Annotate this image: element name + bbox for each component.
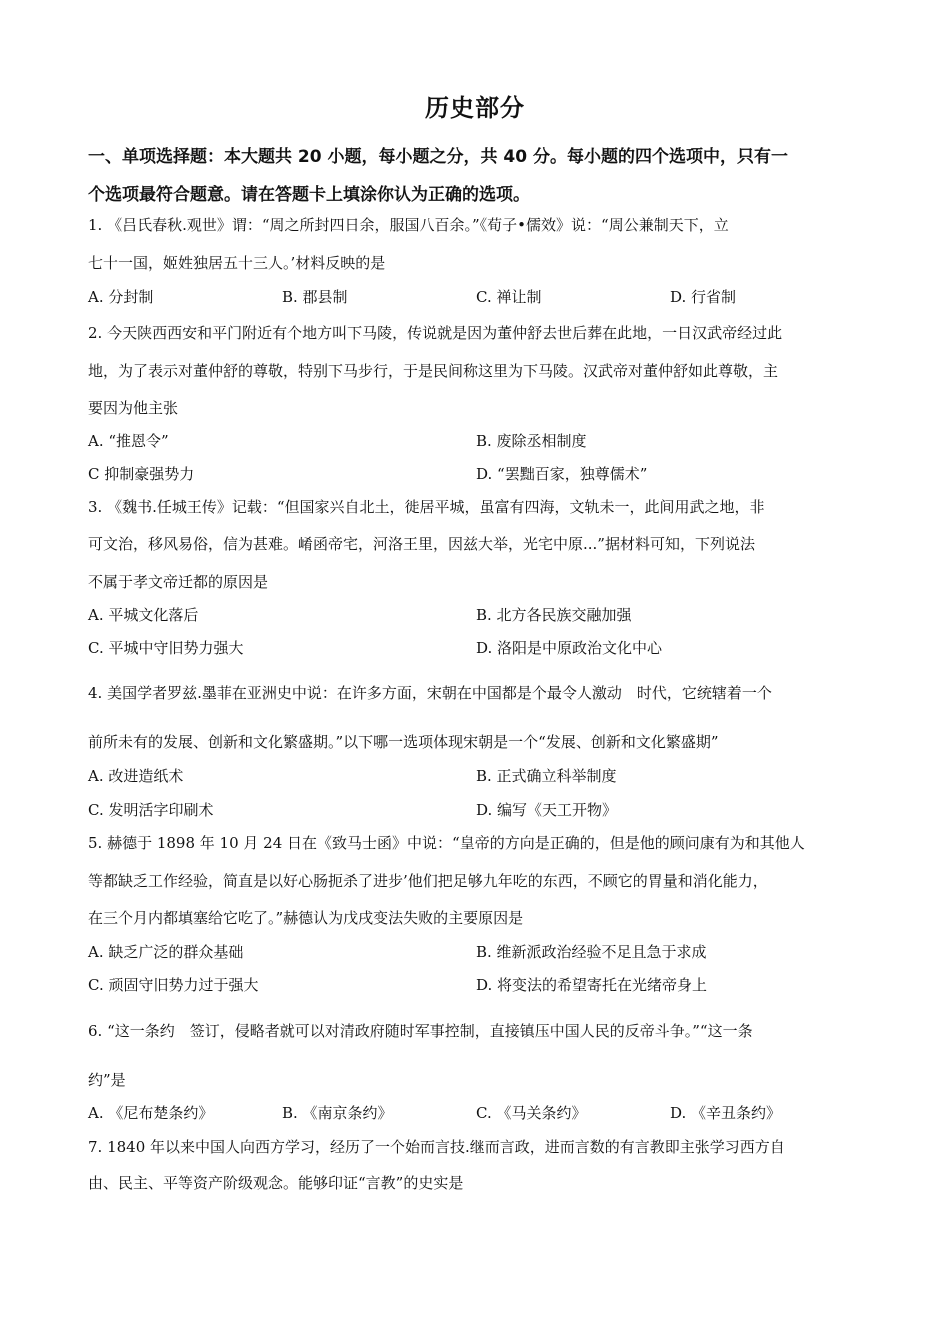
question-text: 不属于孝文帝迁都的原因是 xyxy=(88,573,269,591)
option-c: C. 发明活字印刷术 xyxy=(88,801,214,819)
option-a: A. 缺乏广泛的群众基础 xyxy=(88,943,244,961)
question-text: 可文治，移风易俗，信为甚难。崤函帝宅，河洛王里，因兹大举，光宅中原...”据材料可知，下列说法 xyxy=(88,535,755,553)
option-a: A. 分封制 xyxy=(88,288,154,306)
question-text: 5. 赫德于 1898 年 10 月 24 日在《致马士函》中说：“皇帝的方向是正确的，但是他的顾问康有为和其他人 xyxy=(88,834,805,852)
section-heading-line-2: 个选项最符合题意。请在答题卡上填涂你认为正确的选项。 xyxy=(88,185,530,205)
option-d: D. 洛阳是中原政治文化中心 xyxy=(476,639,663,657)
option-d: D. 编写《天工开物》 xyxy=(476,801,618,819)
option-b: B. 正式确立科举制度 xyxy=(476,767,617,785)
question-text: 1. 《吕氏春秋.观世》谓：“周之所封四日余，服国八百余。”《荀子•儒效》说：“周公兼制天下，立 xyxy=(88,216,729,234)
option-a: A. 《尼布楚条约》 xyxy=(88,1104,214,1122)
option-c: C 抑制豪强势力 xyxy=(88,465,195,483)
option-c: C. 禅让制 xyxy=(476,288,542,306)
question-text: 约”是 xyxy=(88,1071,126,1089)
question-text: 7. 1840 年以来中国人向西方学习，经历了一个始而言技.继而言政，进而言数的有言教即主张学习西方自 xyxy=(88,1138,785,1156)
question-text: 6. “这一条约 签订，侵略者就可以对清政府随时军事控制，直接镇压中国人民的反帝斗争。”“这一条 xyxy=(88,1022,753,1040)
option-d: D. 行省制 xyxy=(670,288,737,306)
question-text: 要因为他主张 xyxy=(88,399,179,417)
question-text: 在三个月内都填塞给它吃了。”赫德认为戊戌变法失败的主要原因是 xyxy=(88,909,524,927)
option-b: B. 维新派政治经验不足且急于求成 xyxy=(476,943,707,961)
option-a: A. 改进造纸术 xyxy=(88,767,184,785)
option-b: B. 北方各民族交融加强 xyxy=(476,606,632,624)
question-text: 4. 美国学者罗兹.墨菲在亚洲史中说：在许多方面，宋朝在中国都是个最令人激动 时代，它统辖着一个 xyxy=(88,684,772,702)
option-d: D. “罢黜百家，独尊儒术” xyxy=(476,465,648,483)
option-b: B. 废除丞相制度 xyxy=(476,432,587,450)
option-a: A. “推恩令” xyxy=(88,432,169,450)
option-c: C. 平城中守旧势力强大 xyxy=(88,639,244,657)
question-text: 3. 《魏书.任城王传》记载：“但国家兴自北土，徙居平城，虽富有四海，文轨未一，此间用武之地，非 xyxy=(88,498,765,516)
question-text: 等都缺乏工作经验，简直是以好心肠扼杀了进步’他们把足够九年吃的东西，不顾它的胃量和消化能力， xyxy=(88,872,768,890)
option-d: D. 将变法的希望寄托在光绪帝身上 xyxy=(476,976,708,994)
question-text: 前所未有的发展、创新和文化繁盛期。”以下哪一选项体现宋朝是一个“发展、创新和文化繁盛期” xyxy=(88,733,719,751)
question-text: 2. 今天陕西西安和平门附近有个地方叫下马陵，传说就是因为董仲舒去世后葬在此地，一日汉武帝经过此 xyxy=(88,324,783,342)
page-title: 历史部分 xyxy=(425,94,525,122)
option-a: A. 平城文化落后 xyxy=(88,606,199,624)
option-b: B. 郡县制 xyxy=(282,288,348,306)
option-d: D. 《辛丑条约》 xyxy=(670,1104,782,1122)
option-c: C. 顽固守旧势力过于强大 xyxy=(88,976,259,994)
section-heading-line-1: 一、单项选择题：本大题共 20 小题，每小题之分，共 40 分。每小题的四个选项中，只有一 xyxy=(88,147,788,167)
option-c: C. 《马关条约》 xyxy=(476,1104,587,1122)
question-text: 由、民主、平等资产阶级观念。能够印证“言教”的史实是 xyxy=(88,1174,464,1192)
question-text: 地，为了表示对董仲舒的尊敬，特别下马步行，于是民间称这里为下马陵。汉武帝对董仲舒如此尊敬，主 xyxy=(88,362,779,380)
option-b: B. 《南京条约》 xyxy=(282,1104,393,1122)
question-text: 七十一国，姬姓独居五十三人。’材料反映的是 xyxy=(88,254,386,272)
